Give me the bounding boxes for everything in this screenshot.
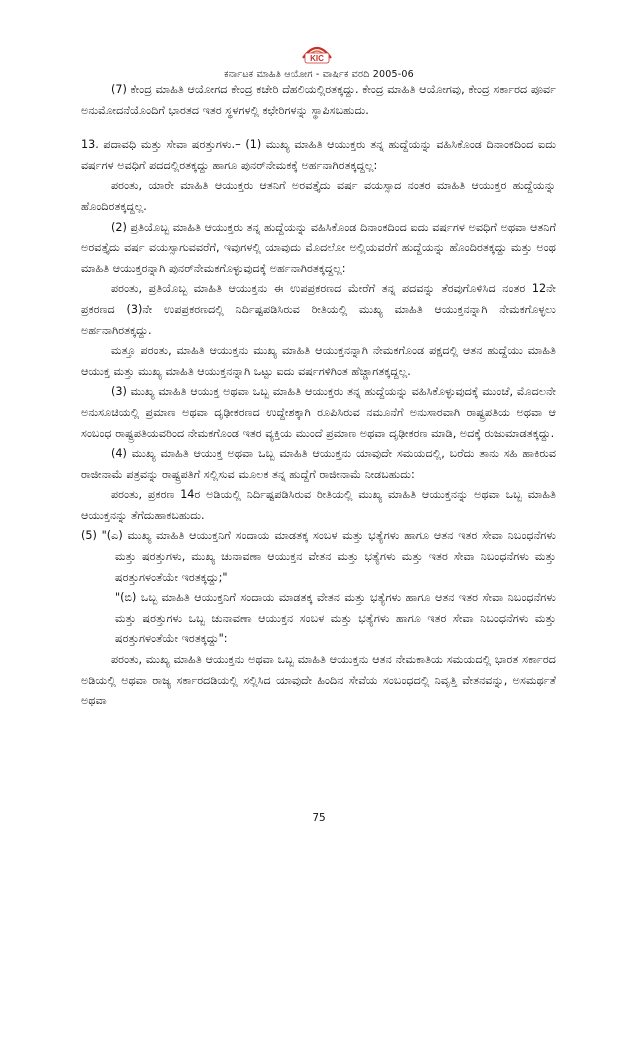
paragraph: (2) ಪ್ರತಿಯೊಬ್ಬ ಮಾಹಿತಿ ಆಯುಕ್ತರು ತನ್ನ ಹುದ್ದೆಯನ್ನು ವಹಿಸಿಕೊಂಡ ದಿನಾಂಕದಿಂದ ಐದು ವರ್ಷಗಳ ಅವಧಿಗೆ ಅಥವಾ ಆತನಿಗೆ ಅರವತ್ತೈದು ವರ್ಷ ವಯಸ್ಸಾಗುವವರೆಗೆ, ಇವುಗಳಲ್ಲಿ ಯಾವುದು ಮೊದಲೋ ಅಲ್ಲಿಯವರೆಗೆ ಹುದ್ದೆಯನ್ನು ಹೊಂದಿರತಕ್ಕದ್ದು ಮತ್ತು ಅಂಥ ಮಾಹಿತಿ ಆಯುಕ್ತರನ್ನಾಗಿ ಪುನರ್‌ನೇಮಕಗೊಳ್ಳುವುದಕ್ಕೆ ಅರ್ಹನಾಗಿರತಕ್ಕದ್ದಲ್ಲ: <box>81 220 556 275</box>
paragraph: (7) ಕೇಂದ್ರ ಮಾಹಿತಿ ಆಯೋಗದ ಕೇಂದ್ರ ಕಚೇರಿ ದೆಹಲಿಯಲ್ಲಿರತಕ್ಕದ್ದು. ಕೇಂದ್ರ ಮಾಹಿತಿ ಆಯೋಗವು, ಕೇಂದ್ರ ಸರ್ಕಾರದ ಪೂರ್ವ ಅನುಮೋದನೆಯೊಂದಿಗೆ ಭಾರತದ ಇತರ ಸ್ಥಳಗಳಲ್ಲಿ ಕಛೇರಿಗಳನ್ನು ಸ್ಥಾಪಿಸಬಹುದು. <box>81 83 556 117</box>
paragraph: ಪರಂತು, ಪ್ರಕರಣ 14ರ ಅಡಿಯಲ್ಲಿ ನಿರ್ದಿಷ್ಟಪಡಿಸಿರುವ ರೀತಿಯಲ್ಲಿ ಮುಖ್ಯ ಮಾಹಿತಿ ಆಯುಕ್ತನನ್ನು ಅಥವಾ ಒಬ್ಬ ಮಾಹಿತಿ ಆಯುಕ್ತನನ್ನು ತೆಗೆದುಹಾಕಬಹುದು. <box>81 488 556 522</box>
paragraph: ಪರಂತು, ಯಾರೇ ಮಾಹಿತಿ ಆಯುಕ್ತರು ಆತನಿಗೆ ಅರವತ್ತೈದು ವರ್ಷ ವಯಸ್ಸಾದ ನಂತರ ಮಾಹಿತಿ ಆಯುಕ್ತರ ಹುದ್ದೆಯನ್ನು ಹೊಂದಿರತಕ್ಕದ್ದಲ್ಲ. <box>81 179 556 213</box>
document-body <box>81 80 556 712</box>
clause-text: "(ಬಿ) ಒಬ್ಬ ಮಾಹಿತಿ ಆಯುಕ್ತನಿಗೆ ಸಂದಾಯ ಮಾಡತಕ್ಕ ವೇತನ ಮತ್ತು ಭತ್ಯೆಗಳು ಹಾಗೂ ಆತನ ಇತರ ಸೇವಾ ನಿಬಂಧನೆಗಳು ಮತ್ತು ಷರತ್ತುಗಳು ಒಬ್ಬ ಚುನಾವಣಾ ಆಯುಕ್ತನ ಸಂಬಳ ಮತ್ತು ಭತ್ಯೆಗಳು ಹಾಗೂ ಇತರ ಸೇವಾ ನಿಬಂಧನೆಗಳು ಮತ್ತು ಷರತ್ತುಗಳಂತೆಯೇ ಇರತಕ್ಕದ್ದು": <box>115 591 556 646</box>
paragraph: (3) ಮುಖ್ಯ ಮಾಹಿತಿ ಆಯುಕ್ತ ಅಥವಾ ಒಬ್ಬ ಮಾಹಿತಿ ಆಯುಕ್ತರು ತನ್ನ ಹುದ್ದೆಯನ್ನು ವಹಿಸಿಕೊಳ್ಳುವುದಕ್ಕೆ ಮುಂಚೆ, ಮೊದಲನೇ ಅನುಸೂಚಿಯಲ್ಲಿ ಪ್ರಮಾಣ ಅಥವಾ ದೃಢೀಕರಣದ ಉದ್ದೇಶಕ್ಕಾಗಿ ರೂಪಿಸಿರುವ ನಮೂನೆಗೆ ಅನುಸಾರವಾಗಿ ರಾಷ್ಟ್ರಪತಿಯ ಅಥವಾ ಆ ಸಂಬಂಧ ರಾಷ್ಟ್ರಪತಿಯವರಿಂದ ನೇಮಕಗೊಂಡ ಇತರ ವ್ಯಕ್ತಿಯ ಮುಂದೆ ಪ್ರಮಾಣ ಅಥವಾ ದೃಢೀಕರಣ ಮಾಡಿ, ಅದಕ್ಕೆ ರುಜುಮಾಡತಕ್ಕದ್ದು. <box>81 385 556 440</box>
quoted-clause-b <box>115 588 556 650</box>
logo-text: KIC <box>310 54 324 63</box>
kic-logo <box>297 40 337 64</box>
paragraph: (4) ಮುಖ್ಯ ಮಾಹಿತಿ ಆಯುಕ್ತ ಅಥವಾ ಒಬ್ಬ ಮಾಹಿತಿ ಆಯುಕ್ತನು ಯಾವುದೇ ಸಮಯದಲ್ಲಿ, ಬರೆದು ತಾನು ಸಹಿ ಹಾಕಿರುವ ರಾಜೀನಾಮೆ ಪತ್ರವನ್ನು ರಾಷ್ಟ್ರಪತಿಗೆ ಸಲ್ಲಿಸುವ ಮೂಲಕ ತನ್ನ ಹುದ್ದೆಗೆ ರಾಜೀನಾಮೆ ನೀಡಬಹುದು: <box>81 447 556 481</box>
paragraph: ಮತ್ತೂ ಪರಂತು, ಮಾಹಿತಿ ಆಯುಕ್ತನು ಮುಖ್ಯ ಮಾಹಿತಿ ಆಯುಕ್ತನನ್ನಾಗಿ ನೇಮಕಗೊಂಡ ಪಕ್ಷದಲ್ಲಿ ಆತನ ಹುದ್ದೆಯು ಮಾಹಿತಿ ಆಯುಕ್ತ ಮತ್ತು ಮುಖ್ಯ ಮಾಹಿತಿ ಆಯುಕ್ತನನ್ನಾಗಿ ಒಟ್ಟು ಐದು ವರ್ಷಗಳಿಗಿಂತ ಹೆಚ್ಚಾಗತಕ್ಕದ್ದಲ್ಲ. <box>81 344 556 378</box>
clause-number: (5) <box>81 529 97 543</box>
page-number: 75 <box>312 812 326 824</box>
clause-text: "(ಎ) ಮುಖ್ಯ ಮಾಹಿತಿ ಆಯುಕ್ತನಿಗೆ ಸಂದಾಯ ಮಾಡತಕ್ಕ ಸಂಬಳ ಮತ್ತು ಭತ್ಯೆಗಳು ಹಾಗೂ ಆತನ ಇತರ ಸೇವಾ ನಿಬಂಧನೆಗಳು ಮತ್ತು ಷರತ್ತುಗಳು, ಮುಖ್ಯ ಚುನಾವಣಾ ಆಯುಕ್ತನ ವೇತನ ಮತ್ತು ಭತ್ಯೆಗಳು ಮತ್ತು ಇತರ ಸೇವಾ ನಿಬಂಧನೆಗಳು ಮತ್ತು ಷರತ್ತುಗಳಂತೆಯೇ ಇರತಕ್ಕದ್ದು;" <box>101 529 556 584</box>
quoted-clause-a <box>81 526 556 588</box>
paragraph: ಪರಂತು, ಪ್ರತಿಯೊಬ್ಬ ಮಾಹಿತಿ ಆಯುಕ್ತನು ಈ ಉಪಪ್ರಕರಣದ ಮೇರೆಗೆ ತನ್ನ ಪದವನ್ನು ತೆರವುಗೊಳಿಸಿದ ನಂತರ 12ನೇ ಪ್ರಕರಣದ (3)ನೇ ಉಪಪ್ರಕರಣದಲ್ಲಿ ನಿರ್ದಿಷ್ಟಪಡಿಸಿರುವ ರೀತಿಯಲ್ಲಿ ಮುಖ್ಯ ಮಾಹಿತಿ ಆಯುಕ್ತನನ್ನಾಗಿ ನೇಮಕಗೊಳ್ಳಲು ಅರ್ಹನಾಗಿರತಕ್ಕದ್ದು. <box>81 282 556 337</box>
section-heading-paragraph: 13. ಪದಾವಧಿ ಮತ್ತು ಸೇವಾ ಷರತ್ತುಗಳು.– (1) ಮುಖ್ಯ ಮಾಹಿತಿ ಆಯುಕ್ತರು ತನ್ನ ಹುದ್ದೆಯನ್ನು ವಹಿಸಿಕೊಂಡ ದಿನಾಂಕದಿಂದ ಐದು ವರ್ಷಗಳ ಅವಧಿಗೆ ಪದದಲ್ಲಿರತಕ್ಕದ್ದು ಹಾಗೂ ಪುನರ್‌ನೇಮಕಕ್ಕೆ ಅರ್ಹನಾಗಿರತಕ್ಕದ್ದಲ್ಲ: <box>81 138 556 172</box>
running-head: ಕರ್ನಾಟಕ ಮಾಹಿತಿ ಆಯೋಗ - ವಾರ್ಷಿಕ ವರದಿ 2005-06 <box>224 69 414 80</box>
paragraph: ಪರಂತು, ಮುಖ್ಯ ಮಾಹಿತಿ ಆಯುಕ್ತನು ಅಥವಾ ಒಬ್ಬ ಮಾಹಿತಿ ಆಯುಕ್ತನು ಆತನ ನೇಮಕಾತಿಯ ಸಮಯದಲ್ಲಿ ಭಾರತ ಸರ್ಕಾರದ ಅಡಿಯಲ್ಲಿ ಅಥವಾ ರಾಜ್ಯ ಸರ್ಕಾರದಡಿಯಲ್ಲಿ ಸಲ್ಲಿಸಿದ ಯಾವುದೇ ಹಿಂದಿನ ಸೇವೆಯ ಸಂಬಂಧದಲ್ಲಿ ನಿವೃತ್ತಿ ವೇತನವನ್ನು, ಅಸಮರ್ಥತೆ ಅಥವಾ <box>81 653 556 708</box>
